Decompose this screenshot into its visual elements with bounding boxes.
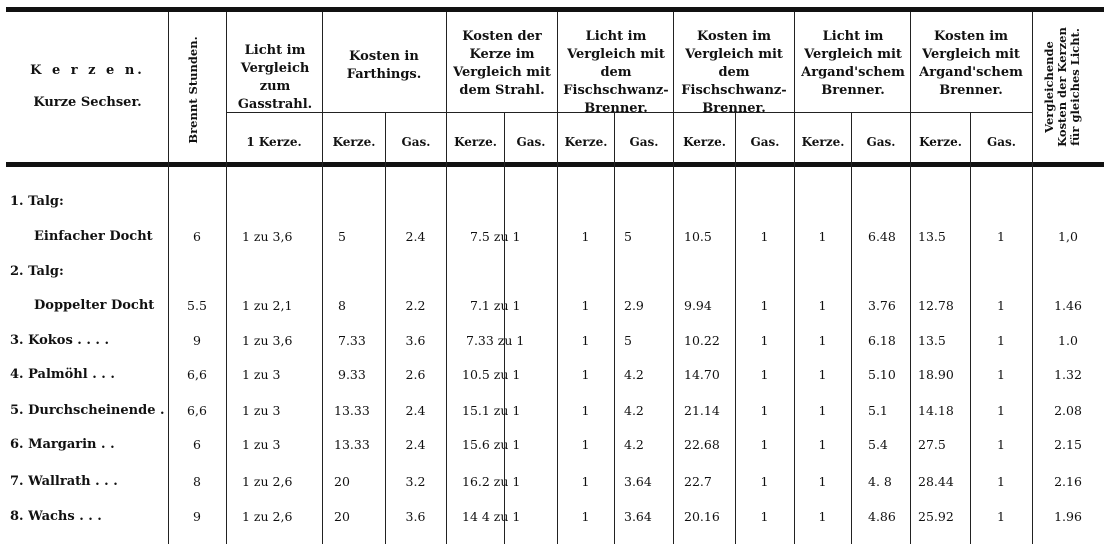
- cell-argand-licht-kerze: 1: [818, 333, 827, 348]
- cell-argand-licht-gas: 5.10: [868, 367, 896, 382]
- cell-fisch-licht-kerze: 1: [581, 437, 590, 452]
- header-rule: [6, 162, 1104, 167]
- cell-stunden: 6,6: [187, 403, 207, 418]
- cell-fisch-licht-gas: 4.2: [624, 403, 644, 418]
- cell-argand-licht-kerze: 1: [818, 474, 827, 489]
- cell-vergleich: 2.08: [1054, 403, 1082, 418]
- subheader-gas: Gas.: [516, 135, 546, 149]
- cell-argand-licht-kerze: 1: [818, 229, 827, 244]
- cell-fisch-kosten-gas: 1: [760, 367, 769, 382]
- row-label: 4. Palmöhl . . .: [10, 367, 115, 382]
- cell-fisch-kosten-kerze: 21.14: [684, 403, 720, 418]
- cell-fisch-licht-kerze: 1: [581, 333, 590, 348]
- cell-fisch-kosten-gas: 1: [760, 298, 769, 313]
- top-rule: [6, 7, 1104, 12]
- cell-fisch-licht-gas: 2.9: [624, 298, 644, 313]
- cell-fisch-kosten-gas: 1: [760, 509, 769, 524]
- cell-argand-licht-gas: 3.76: [868, 298, 896, 313]
- cell-fisch-kosten-kerze: 20.16: [684, 509, 720, 524]
- cell-argand-kosten-kerze: 25.92: [918, 509, 954, 524]
- cell-vergleich: 1.46: [1054, 298, 1082, 313]
- cell-argand-kosten-kerze: 13.5: [918, 229, 946, 244]
- cell-licht: 1 zu 2,6: [242, 509, 293, 524]
- header-kosten-farthings: Kosten in Farthings.: [346, 49, 422, 82]
- row-label: 3. Kokos . . . .: [10, 333, 109, 348]
- column-divider: [794, 12, 795, 544]
- row-label: 8. Wachs . . .: [10, 509, 102, 524]
- header-kurze-sechser: Kurze Sechser.: [33, 95, 142, 110]
- row-label: 1. Talg:: [10, 194, 64, 209]
- cell-argand-licht-gas: 4.86: [868, 509, 896, 524]
- cell-argand-kosten-kerze: 12.78: [918, 298, 954, 313]
- cell-kosten-gas: 3.6: [405, 509, 426, 524]
- cell-argand-kosten-gas: 1: [997, 403, 1005, 418]
- cell-argand-kosten-gas: 1: [997, 437, 1005, 452]
- cell-argand-licht-kerze: 1: [818, 509, 827, 524]
- cell-argand-kosten-kerze: 28.44: [918, 474, 954, 489]
- cell-argand-kosten-gas: 1: [997, 367, 1005, 382]
- cell-vergleich: 2.15: [1054, 437, 1082, 452]
- cell-fisch-kosten-gas: 1: [760, 229, 769, 244]
- cell-argand-kosten-gas: 1: [997, 509, 1005, 524]
- cell-stunden: 6: [193, 229, 201, 244]
- column-divider: [614, 112, 615, 544]
- cell-strahl: 14 4 zu 1: [462, 509, 521, 524]
- cell-fisch-licht-kerze: 1: [581, 367, 590, 382]
- row-label: 2. Talg:: [10, 264, 64, 279]
- cell-kosten-kerze: 5: [338, 229, 346, 244]
- cell-argand-kosten-gas: 1: [997, 229, 1005, 244]
- cell-kosten-kerze: 13.33: [334, 437, 370, 452]
- cell-argand-kosten-gas: 1: [997, 333, 1005, 348]
- cell-fisch-kosten-kerze: 14.70: [684, 367, 720, 382]
- cell-fisch-kosten-gas: 1: [760, 333, 769, 348]
- column-divider: [910, 12, 911, 544]
- cell-licht: 1 zu 3,6: [242, 229, 293, 244]
- subheader-gas: Gas.: [750, 135, 780, 149]
- column-divider: [673, 12, 674, 544]
- cell-argand-kosten-kerze: 13.5: [918, 333, 946, 348]
- column-divider: [322, 12, 323, 544]
- cell-stunden: 6: [193, 437, 201, 452]
- header-licht-fischschwanz: Licht im Vergleich mit dem Fischschwanz-Brenner.: [563, 29, 669, 116]
- cell-licht: 1 zu 2,1: [242, 298, 293, 313]
- cell-strahl: 7.1 zu 1: [470, 298, 521, 313]
- cell-argand-licht-kerze: 1: [818, 403, 827, 418]
- cell-fisch-licht-kerze: 1: [581, 298, 590, 313]
- cell-strahl: 7.33 zu 1: [466, 333, 525, 348]
- cell-fisch-licht-gas: 5: [624, 333, 632, 348]
- cell-licht: 1 zu 2,6: [242, 474, 293, 489]
- header-eine-kerze: 1 Kerze.: [246, 135, 302, 149]
- cell-kosten-kerze: 20: [334, 474, 350, 489]
- row-label: 6. Margarin . .: [10, 437, 115, 452]
- subheader-gas: Gas.: [987, 135, 1016, 149]
- cell-fisch-kosten-kerze: 22.7: [684, 474, 712, 489]
- cell-kosten-kerze: 8: [338, 298, 346, 313]
- cell-argand-licht-gas: 6.18: [868, 333, 896, 348]
- row-sublabel: Doppelter Docht: [34, 298, 155, 313]
- row-label: 7. Wallrath . . .: [10, 474, 118, 489]
- cell-kosten-gas: 2.4: [405, 229, 426, 244]
- cell-argand-kosten-gas: 1: [997, 298, 1005, 313]
- subheader-gas: Gas.: [866, 135, 896, 149]
- cell-licht: 1 zu 3,6: [242, 333, 293, 348]
- header-vergleichende-kosten: Vergleichende Kosten der Kerzen für gleiches Licht.: [1042, 27, 1082, 147]
- cell-strahl: 7.5 zu 1: [470, 229, 521, 244]
- cell-stunden: 5.5: [187, 298, 207, 313]
- cell-argand-kosten-gas: 1: [997, 474, 1005, 489]
- header-kerzen: K e r z e n.: [30, 63, 145, 78]
- cell-kosten-gas: 3.2: [405, 474, 426, 489]
- subheader-kerze: Kerze.: [683, 135, 726, 149]
- cell-strahl: 10.5 zu 1: [462, 367, 521, 382]
- cell-vergleich: 1,0: [1058, 229, 1078, 244]
- cell-kosten-gas: 2.4: [405, 437, 426, 452]
- subheader-gas: Gas.: [629, 135, 659, 149]
- cell-vergleich: 1.32: [1054, 367, 1082, 382]
- cell-fisch-kosten-kerze: 22.68: [684, 437, 720, 452]
- cell-licht: 1 zu 3: [242, 437, 281, 452]
- cell-fisch-kosten-gas: 1: [760, 403, 769, 418]
- cell-kosten-kerze: 7.33: [338, 333, 366, 348]
- cell-kosten-kerze: 20: [334, 509, 350, 524]
- column-divider: [1032, 12, 1033, 544]
- cell-argand-licht-gas: 5.4: [868, 437, 888, 452]
- cell-fisch-licht-gas: 3.64: [624, 509, 652, 524]
- column-divider: [557, 12, 558, 544]
- row-sublabel: Einfacher Docht: [34, 229, 153, 244]
- column-divider: [446, 12, 447, 544]
- cell-fisch-kosten-kerze: 10.22: [684, 333, 720, 348]
- cell-strahl: 15.6 zu 1: [462, 437, 521, 452]
- subheader-kerze: Kerze.: [801, 135, 845, 149]
- header-kosten-fischschwanz: Kosten im Vergleich mit dem Fischschwanz-Brenner.: [681, 29, 787, 116]
- cell-kosten-gas: 3.6: [405, 333, 426, 348]
- cell-licht: 1 zu 3: [242, 367, 281, 382]
- cell-argand-kosten-kerze: 14.18: [918, 403, 954, 418]
- cell-stunden: 9: [193, 333, 201, 348]
- cell-licht: 1 zu 3: [242, 403, 281, 418]
- row-label: 5. Durchscheinende .: [10, 403, 165, 418]
- cell-fisch-licht-gas: 4.2: [624, 437, 644, 452]
- cell-fisch-licht-gas: 5: [624, 229, 632, 244]
- header-brennt-stunden: Brennt Stunden.: [186, 36, 200, 144]
- cell-argand-licht-kerze: 1: [818, 298, 827, 313]
- column-divider: [226, 12, 227, 544]
- cell-argand-kosten-kerze: 27.5: [918, 437, 946, 452]
- cell-fisch-licht-kerze: 1: [581, 403, 590, 418]
- cell-vergleich: 1.96: [1054, 509, 1082, 524]
- subheader-kerze: Kerze.: [919, 135, 962, 149]
- cell-argand-licht-gas: 6.48: [868, 229, 896, 244]
- cell-kosten-gas: 2.4: [405, 403, 426, 418]
- cell-fisch-licht-gas: 4.2: [624, 367, 644, 382]
- cell-strahl: 15.1 zu 1: [462, 403, 521, 418]
- cell-argand-licht-kerze: 1: [818, 367, 827, 382]
- header-licht-argand: Licht im Vergleich mit Argand'schem Brenner.: [801, 29, 905, 98]
- cell-stunden: 9: [193, 509, 201, 524]
- cell-vergleich: 2.16: [1054, 474, 1082, 489]
- subheader-kerze: Kerze.: [564, 135, 608, 149]
- cell-vergleich: 1.0: [1058, 333, 1078, 348]
- cell-argand-licht-gas: 5.1: [868, 403, 888, 418]
- subheader-kerze: Kerze.: [454, 135, 497, 149]
- cell-fisch-kosten-gas: 1: [760, 437, 769, 452]
- cell-argand-licht-kerze: 1: [818, 437, 827, 452]
- subheader-kerze: Kerze.: [332, 135, 376, 149]
- header-kosten-kerze-strahl: Kosten der Kerze im Vergleich mit dem Strahl.: [453, 29, 551, 98]
- header-kosten-argand: Kosten im Vergleich mit Argand'schem Brenner.: [919, 29, 1023, 98]
- cell-stunden: 8: [193, 474, 201, 489]
- cell-kosten-gas: 2.6: [405, 367, 426, 382]
- cell-fisch-kosten-kerze: 9.94: [684, 298, 712, 313]
- column-divider: [168, 12, 169, 544]
- cell-fisch-licht-kerze: 1: [581, 509, 590, 524]
- cell-stunden: 6,6: [187, 367, 207, 382]
- cell-fisch-licht-gas: 3.64: [624, 474, 652, 489]
- cell-strahl: 16.2 zu 1: [462, 474, 521, 489]
- cell-fisch-kosten-kerze: 10.5: [684, 229, 712, 244]
- cell-fisch-licht-kerze: 1: [581, 229, 590, 244]
- cell-kosten-kerze: 9.33: [338, 367, 366, 382]
- header-licht-gasstrahl: Licht im Vergleich zum Gasstrahl.: [237, 43, 313, 112]
- cell-fisch-kosten-gas: 1: [760, 474, 769, 489]
- cell-fisch-licht-kerze: 1: [581, 474, 590, 489]
- cell-argand-kosten-kerze: 18.90: [918, 367, 954, 382]
- column-divider: [851, 112, 852, 544]
- cell-kosten-kerze: 13.33: [334, 403, 370, 418]
- subheader-gas: Gas.: [401, 135, 431, 149]
- cell-kosten-gas: 2.2: [405, 298, 426, 313]
- cell-argand-licht-gas: 4. 8: [868, 474, 892, 489]
